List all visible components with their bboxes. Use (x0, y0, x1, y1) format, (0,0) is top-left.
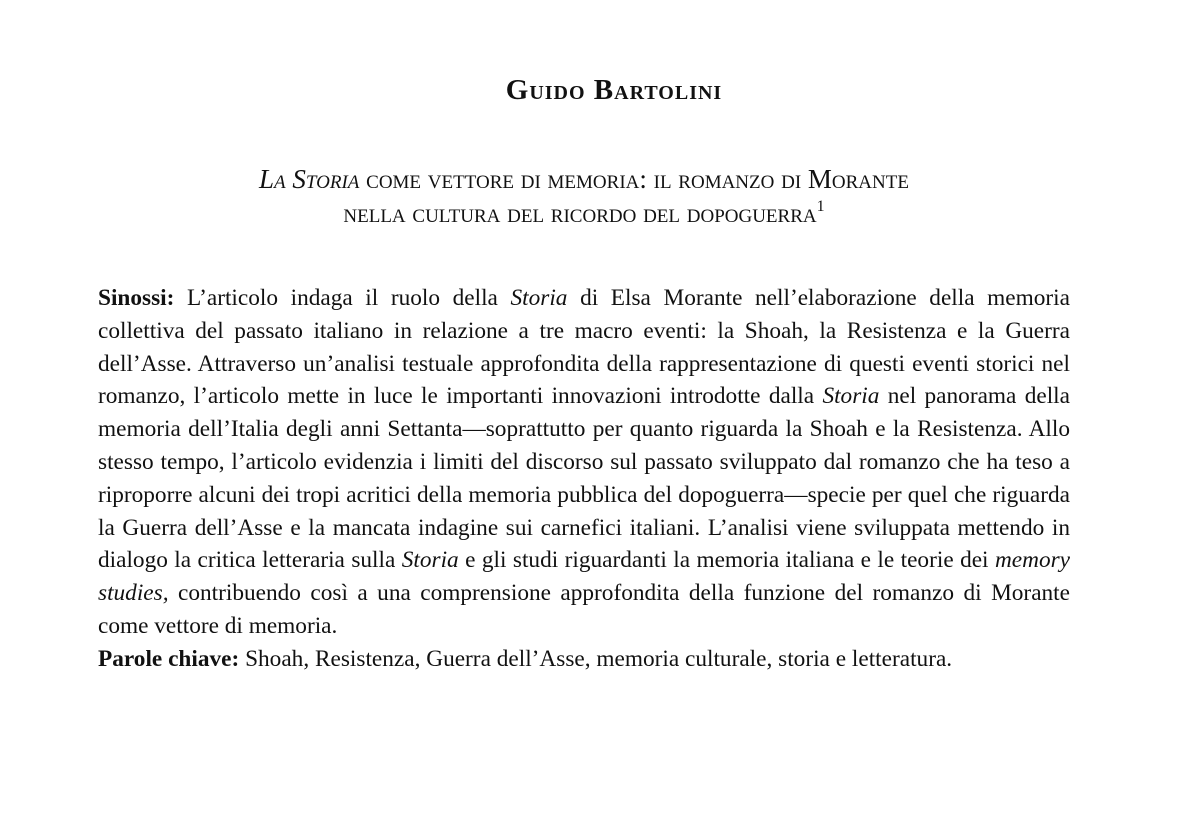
abstract-paragraph (98, 282, 1070, 643)
title-line-1 (0, 162, 1168, 196)
title-italic-work: La Storia (259, 164, 360, 194)
abstract-italic-4: memory studies, (98, 547, 1070, 607)
title-line-2 (0, 196, 1168, 230)
keywords-paragraph (98, 643, 1070, 676)
article-title (0, 162, 1168, 230)
abstract-italic-2: Storia (822, 383, 880, 410)
abstract-italic-3: Storia (401, 547, 459, 574)
abstract-text-3: nel panorama della memoria dell’Italia degli anni Settanta—soprattutto per quanto riguarda la Shoah e la Resistenza. Allo stesso tempo, l’articolo evidenzia i limiti del discorso sul passato sviluppato dal romanzo che ha teso a riproporre alcuni dei tropi acritici della memoria pubblica del dopoguerra—specie per quel che riguarda la Guerra dell’Asse e la mancata indagine sui carnefici italiani. L’analisi viene sviluppata mettendo in dialogo la critica letteraria sulla (98, 383, 1070, 574)
abstract-block (98, 282, 1070, 676)
author-name: Guido Bartolini (505, 74, 723, 106)
abstract-italic-1: Storia (510, 285, 568, 311)
abstract-text-5: contribuendo così a una comprensione approfondita della funzione del romanzo di Morante come vettore di memoria. (98, 580, 1070, 639)
footnote-marker[interactable]: 1 (816, 198, 825, 215)
abstract-text-2: di Elsa Morante nell’elaborazione della memoria collettiva del passato italiano in relazione a tre macro eventi: la Shoah, la Resistenza e la Guerra dell’Asse. Attraverso un’analisi testuale approfondita della rappresentazione di questi eventi storici nel romanzo, l’articolo mette in luce le importanti innovazioni introdotte dalla (98, 285, 1070, 410)
keywords-label: Parole chiave: (98, 645, 240, 672)
abstract-label: Sinossi: (98, 285, 175, 311)
title-line-1-rest: come vettore di memoria: il romanzo di Morante (359, 164, 909, 194)
title-line-2-text: nella cultura del ricordo del dopoguerra (343, 198, 817, 228)
abstract-text-1: L’articolo indaga il ruolo della (174, 285, 511, 311)
keywords-text: Shoah, Resistenza, Guerra dell’Asse, memoria culturale, storia e letteratura. (239, 645, 953, 672)
abstract-text-4: e gli studi riguardanti la memoria italiana e le teorie dei (458, 547, 995, 574)
